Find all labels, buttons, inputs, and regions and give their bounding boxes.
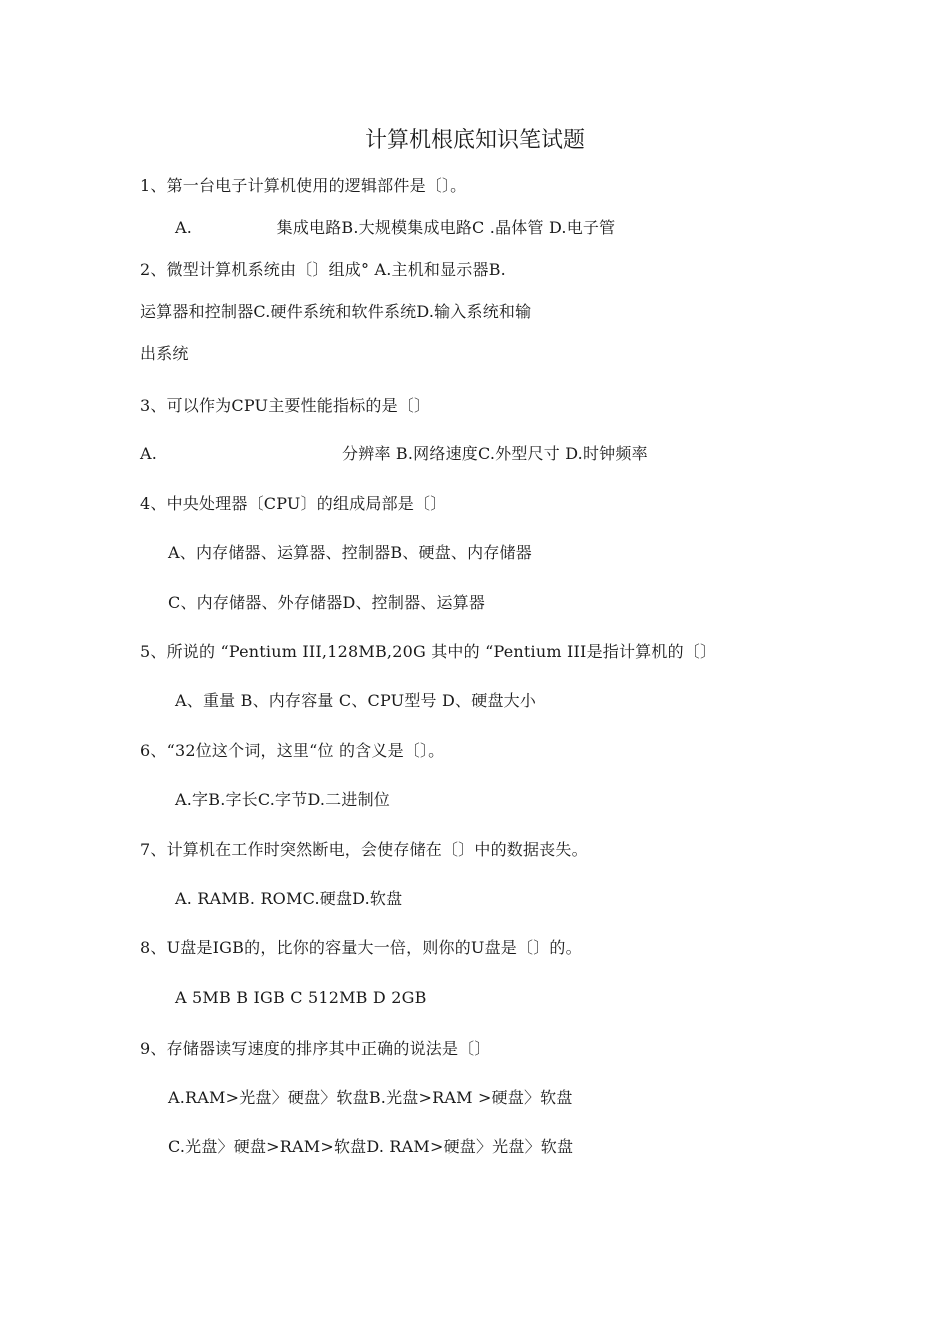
question-1: 1、第一台电子计算机使用的逻辑部件是〔〕。 [140,176,467,195]
question-3: 3、可以作为CPU主要性能指标的是〔〕 [140,396,431,415]
question-8-options: A 5MB B IGB C 512MB D 2GB [175,988,427,1007]
question-8: 8、U盘是IGB的，比你的容量大一倍，则你的U盘是〔〕的。 [140,938,582,957]
question-7: 7、计算机在工作时突然断电，会使存储在〔〕中的数据丧失。 [140,840,588,859]
page-title: 计算机根底知识笔试题 [364,128,585,153]
question-7-options: A. RAMB. ROMC.硬盘D.软盘 [175,889,403,908]
question-2-continued: 运算器和控制器C.硬件系统和软件系统D.输入系统和输 [140,302,532,321]
question-1-options: A. 集成电路B.大规模集成电路C .晶体管 D.电子管 [175,218,616,237]
question-5-options: A、重量 B、内存容量 C、CPU型号 D、硬盘大小 [175,691,537,710]
question-2: 2、微型计算机系统由〔〕组成° A.主机和显示器B. [140,260,506,279]
question-4: 4、中央处理器〔CPU〕的组成局部是〔〕 [140,494,447,513]
question-2-continued-2: 出系统 [140,344,189,363]
question-6: 6、“32位这个词，这里“位 的含义是〔〕。 [140,741,445,760]
question-3-options: A. 分辨率 B.网络速度C.外型尺寸 D.时钟频率 [140,444,648,463]
question-4-options-1: A、内存储器、运算器、控制器B、硬盘、内存储器 [168,543,532,562]
question-9-options-1: A.RAM>光盘〉硬盘〉软盘B.光盘>RAM >硬盘〉软盘 [168,1088,573,1107]
question-6-options: A.字B.字长C.字节D.二进制位 [175,790,390,809]
question-9: 9、存储器读写速度的排序其中正确的说法是〔〕 [140,1039,491,1058]
question-4-options-2: C、内存储器、外存储器D、控制器、运算器 [168,593,486,612]
question-9-options-2: C.光盘〉硬盘>RAM>软盘D. RAM>硬盘〉光盘〉软盘 [168,1137,574,1156]
question-5: 5、所说的 “Pentium III,128MB,20G 其中的 “Pentium III是指计算机的〔〕 [140,642,717,661]
